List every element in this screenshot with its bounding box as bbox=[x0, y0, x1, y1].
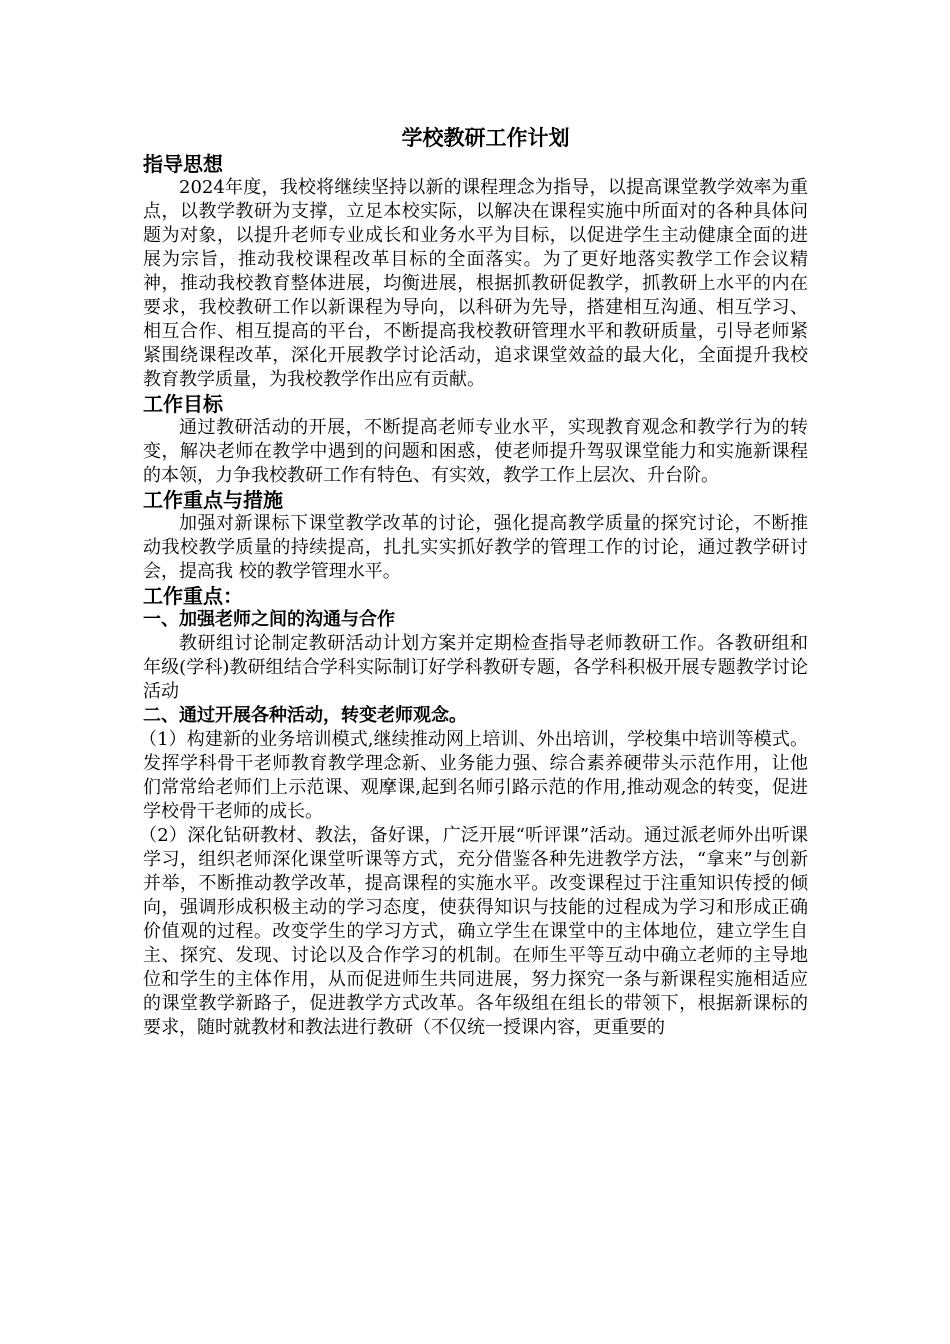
subsection-heading-2: 二、通过开展各种活动，转变老师观念。 bbox=[143, 705, 467, 726]
guiding-paragraph: 2024年度，我校将继续坚持以新的课程理念为指导，以提高课堂教学效率为重点，以教学教研为支撑，立足本校实际，以解决在课程实施中所面对的各种具体问题为对象，以提升老师专业成长和业务水平为目标，以促进学生主动健康全面的进展为宗旨，推动我校课程改革目标的全面落实。为了更好地落实教学工作会议精神，推动我校教育整体进展，均衡进展，根据抓教研促教学，抓教研上水平的内在要求，我校教研工作以新课程为导向，以科研为先导，搭建相互沟通、相互学习、相互合作、相互提高的平台，不断提高我校教研管理水平和教研质量，引导老师紧紧围绕课程改革，深化开展教学讨论活动，追求课堂效益的最大化，全面提升我校教育教学质量，为我校教学作出应有贡献。 bbox=[143, 177, 808, 390]
subsection-1-paragraph: 教研组讨论制定教研活动计划方案并定期检查指导老师教研工作。各教研组和年级(学科)教研组结合学科实际制订好学科教研专题，各学科积极开展专题教学讨论活动 bbox=[143, 633, 808, 702]
document-body bbox=[139, 124, 808, 1040]
subsection-heading-1: 一、加强老师之间的沟通与合作 bbox=[143, 609, 395, 630]
document-title: 学校教研工作计划 bbox=[401, 126, 570, 150]
subsection-2-paragraph-2: （2）深化钻研教材、教法，备好课，广泛开展“听评课”活动。通过派老师外出听课学习，组织老师深化课堂听课等方式，充分借鉴各种先进教学方法，“拿来”与创新并举，不断推动教学改革，提高课程的实施水平。改变课程过于注重知识传授的倾向，强调形成积极主动的学习态度，使获得知识与技能的过程成为学习和形成正确价值观的过程。改变学生的学习方式，确立学生在课堂中的主体地位，建立学生自主、探究、发现、讨论以及合作学习的机制。在师生平等互动中确立老师的主导地位和学生的主体作用，从而促进师生共同进展，努力探究一条与新课程实施相适应的课堂教学新路子，促进教学方式改革。各年级组在组长的带领下，根据新课标的要求，随时就教材和教法进行教研（不仅统一授课内容，更重要的 bbox=[139, 825, 808, 1038]
section-heading-focus-measures: 工作重点与措施 bbox=[143, 488, 283, 512]
section-heading-key-points: 工作重点： bbox=[143, 584, 243, 608]
section-heading-guiding: 指导思想 bbox=[143, 152, 223, 176]
section-heading-goals: 工作目标 bbox=[143, 392, 223, 416]
focus-measures-paragraph: 加强对新课标下课堂教学改革的讨论，强化提高教学质量的探究讨论，不断推动我校教学质量的持续提高，扎扎实实抓好教学的管理工作的讨论，通过教学研讨会，提高我 校的教学管理水平。 bbox=[143, 513, 808, 582]
goals-paragraph: 通过教研活动的开展，不断提高老师专业水平，实现教育观念和教学行为的转变，解决老师在教学中遇到的问题和困惑，使老师提升驾驭课堂能力和实施新课程的本领，力争我校教研工作有特色、有实效，教学工作上层次、升台阶。 bbox=[143, 417, 808, 486]
subsection-2-paragraph-1: （1）构建新的业务培训模式,继续推动网上培训、外出培训，学校集中培训等模式。发挥学科骨干老师教育教学理念新、业务能力强、综合素养硬带头示范作用，让他们常常给老师们上示范课、观摩课,起到名师引路示范的作用,推动观念的转变，促进学校骨干老师的成长。 bbox=[139, 729, 808, 822]
